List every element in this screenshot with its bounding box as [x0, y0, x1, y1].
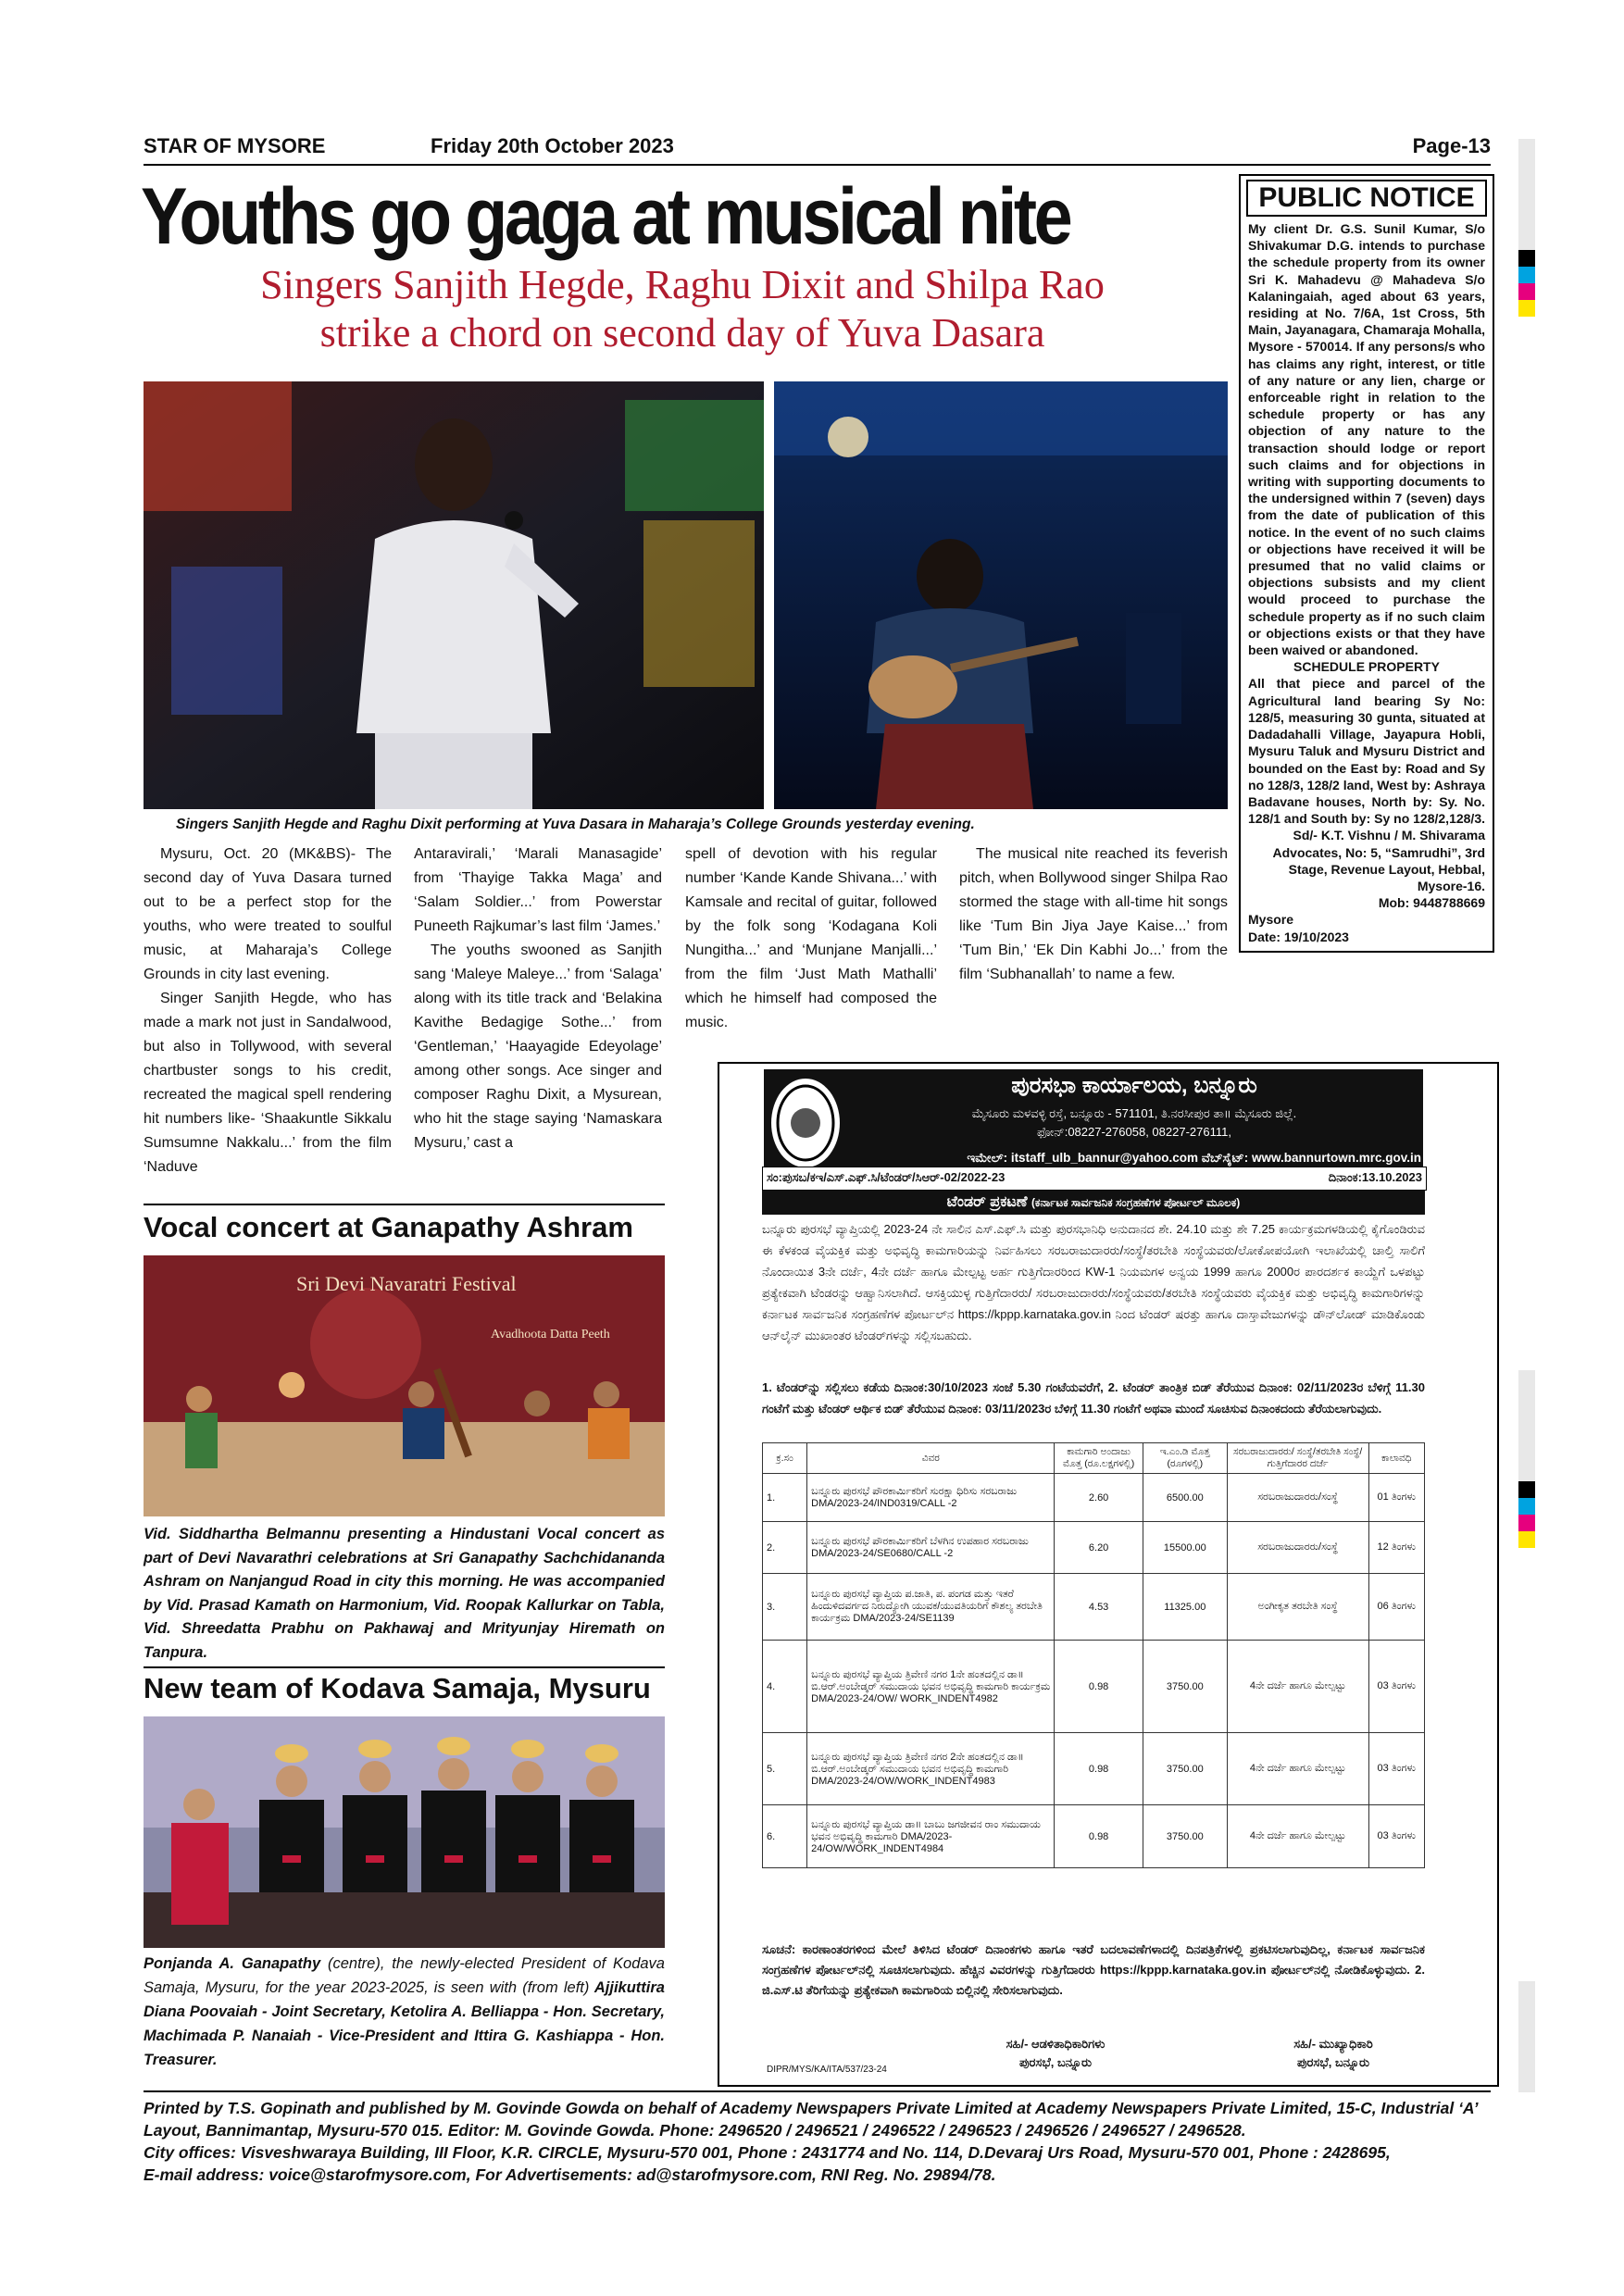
- sig2-line2: ಪುರಸಭೆ, ಬನ್ನೂರು: [1296, 2055, 1370, 2069]
- cell-period: 03 ತಿಂಗಳು: [1368, 1733, 1424, 1805]
- subhead-line-2: strike a chord on second day of Yuva Dasara: [319, 310, 1045, 356]
- cell-period: 03 ತಿಂಗಳು: [1368, 1805, 1424, 1868]
- registration-strip-bottom: [1518, 1981, 1535, 2092]
- col-header: ಕಾಮಗಾರಿ ಅಂದಾಜು ಮೊತ್ತ (ರೂ.ಲಕ್ಷಗಳಲ್ಲಿ): [1055, 1443, 1143, 1474]
- sig2-line1: ಸಹಿ/- ಮುಖ್ಯಾಧಿಕಾರಿ: [1293, 2037, 1373, 2051]
- imprint-footer: [144, 2097, 1491, 2186]
- story-paragraph: spell of devotion with his regular number ‘Kande Kande Shivana...’ with Kamsale and recital of guitar, followed by the folk song ‘Kodagana Koli Nungitha...’ and ‘Munjane Manjalli...’ from the film ‘Just Math Mathalli’ which he himself had composed the music.: [685, 846, 937, 1030]
- notice-mobile: Mob: 9448788669: [1378, 895, 1485, 911]
- cell-no: 5.: [763, 1733, 807, 1805]
- tender-ref-bar: [762, 1167, 1427, 1191]
- main-photo-caption: Singers Sanjith Hegde and Raghu Dixit performing at Yuva Dasara in Maharaja’s College Grounds yesterday evening.: [176, 817, 975, 832]
- tender-ref: ಸಂ:ಪುಸಬ/ಕಇ/ಎಸ್.ಎಫ್.ಸಿ/ಟೆಂಡರ್/ಸಿಆರ್-02/2022-23: [767, 1170, 1006, 1184]
- divider: [144, 1666, 665, 1668]
- photo-vocal-concert: [144, 1255, 665, 1516]
- cell-class: ಸರಬರಾಜುದಾರರು/ಸಂಸ್ಥೆ: [1227, 1474, 1368, 1522]
- cell-emd: 11325.00: [1143, 1574, 1227, 1641]
- festival-banner-text: Sri Devi Navaratri Festival: [296, 1272, 517, 1295]
- story-paragraph: Singer Sanjith Hegde, who has made a mark not just in Sandalwood, but also in Tollywood, with several chartbuster songs to his credit, recreated the magical spell rendering hit numbers like- ‘Shaakuntle Sikkalu Sumsumne Nakkalu...’ from the film ‘Naduve: [144, 991, 392, 1175]
- schedule-body: All that piece and parcel of the Agricultural land bearing Sy No: 128/5, measuring 30 gunta, situated at Dadadahalli Village, Jayapura Hobli, Mysuru Taluk and Mysuru District and bounded on the East by: Road and Sy no 128/3, 128/2 land, West by: Ashraya Badavane houses, North by: Sy. No. 128/1 and South by: Sy no 128/2,128/3.: [1248, 676, 1485, 827]
- subheadline: [141, 261, 1224, 357]
- cell-emd: 3750.00: [1143, 1733, 1227, 1805]
- tender-address: ಮೈಸೂರು ಮಳವಳ್ಳಿ ರಸ್ತೆ, ಬನ್ನೂರು - 571101, ತಿ.ನರಸೀಪುರ ತಾ॥ ಮೈಸೂರು ಜಿಲ್ಲೆ.: [971, 1106, 1297, 1120]
- notice-date: Date: 19/10/2023: [1248, 929, 1349, 944]
- cell-period: 12 ತಿಂಗಳು: [1368, 1522, 1424, 1574]
- dipr-number: DIPR/MYS/KA/ITA/537/23-24: [767, 2065, 887, 2075]
- vocal-concert-caption: Vid. Siddhartha Belmannu presenting a Hindustani Vocal concert as part of Devi Navarathri celebrations at Sri Ganapathy Sachchidananda Ashram on Nanjangud Road in city this morning. He was accompanied by Vid. Prasad Kamath on Harmonium, Vid. Roopak Kallurkar on Tabla, Vid. Shreedatta Prabhu on Pakhawaj and Mrityunjay Hiremath on Tanpura.: [144, 1526, 665, 1661]
- tender-note: ಸೂಚನೆ: ಕಾರಣಾಂತರಗಳಿಂದ ಮೇಲೆ ತಿಳಿಸಿದ ಟೆಂಡರ್ ದಿನಾಂಕಗಳು ಹಾಗೂ ಇತರೆ ಬದಲಾವಣೆಗಳಾದಲ್ಲಿ ದಿನಪತ್ರಿಕೆಗಳಲ್ಲಿ ಪ್ರಕಟಿಸಲಾಗುವುದಿಲ್ಲ, ಕರ್ನಾಟಕ ಸಾರ್ವಜನಿಕ ಸಂಗ್ರಹಣೆಗಳ ಪೋರ್ಟಲ್‌ನಲ್ಲಿ ಸೂಚಿಸಲಾಗುವುದು. ಹೆಚ್ಚಿನ ವಿವರಗಳನ್ನು ಗುತ್ತಿಗೆದಾರರು https://kppp.karnataka.gov.in ಪೋರ್ಟಲ್‌ನಲ್ಲಿ ನೋಡಿಕೊಳ್ಳುವುದು. 2. ಜಿ.ಎಸ್.ಟಿ ತೆರಿಗೆಯನ್ನು ಪ್ರತ್ಯೇಕವಾಗಿ ಕಾಮಗಾರಿಯ ಬಿಲ್ಲಿನಲ್ಲಿ ಸೇರಿಸಲಾಗುವುದು.: [762, 1942, 1425, 1997]
- story-paragraph: Antaravirali,’ ‘Marali Manasagide’ from ‘Thayige Takka Maga’ and ‘Salam Soldier...’ from Powerstar Puneeth Rajkumar’s last film ‘James.’: [414, 846, 662, 934]
- tender-office: ಪುರಸಭಾ ಕಾರ್ಯಾಲಯ, ಬನ್ನೂರು: [1011, 1073, 1257, 1098]
- tender-signature-2: [1241, 2035, 1426, 2072]
- masthead: STAR OF MYSORE: [144, 134, 326, 157]
- photo-sanjith-hegde: [144, 381, 764, 809]
- cell-no: 3.: [763, 1574, 807, 1641]
- cell-no: 4.: [763, 1641, 807, 1733]
- tender-signature-1: [963, 2035, 1148, 2072]
- table-row: [763, 1733, 1425, 1805]
- story-paragraph: The youths swooned as Sanjith sang ‘Maleye Maleye...’ from ‘Salaga’ along with its title track and ‘Belakina Kavithe Bedagige Sothe...’ from ‘Gentleman,’ ‘Haayagide Edeyolage’ among other songs. Ace singer and composer Raghu Dixit, a Mysurean, who hit the stage saying ‘Namaskara Mysuru,’ cast a: [414, 942, 662, 1151]
- kodava-caption-name: Ponjanda A. Ganapathy: [144, 1955, 321, 1972]
- tender-email: ಇಮೇಲ್: itstaff_ulb_bannur@yahoo.com ವೆಬ್‌ಸೈಟ್: www.bannurtown.mrc.gov.in: [967, 1151, 1421, 1165]
- table-row: [763, 1805, 1425, 1868]
- cell-class: 4ನೇ ದರ್ಜೆ ಹಾಗೂ ಮೇಲ್ಪಟ್ಟು: [1227, 1805, 1368, 1868]
- tender-phone: ಫೋನ್:08227-276058, 08227-276111,: [1037, 1125, 1231, 1139]
- imprint-line-1: Printed by T.S. Gopinath and published by M. Govinde Gowda on behalf of Academy Newspapers Private Limited at Academy Newspapers Private Limited, 15-C, Industrial ‘A’ Layout, Bannimantap, Mysuru-570 015. Editor: M. Govinde Gowda. Phone: 2496520 / 2496521 / 2496522 / 2496523 / 2496526 / 2496527 / 2496528.: [144, 2099, 1478, 2140]
- divider: [144, 1204, 665, 1205]
- kodava-caption-from: (from left): [522, 1979, 590, 1996]
- story-paragraph: The musical nite reached its feverish pitch, when Bollywood singer Shilpa Rao stormed the stage with all-time hit songs like ‘Tum Bin Jiya Jaye Kaise...’ from ‘Tum Bin,’ ‘Ek Din Kabhi Jo...’ from the film ‘Subhanallah’ to name a few.: [959, 846, 1228, 982]
- table-row: [763, 1641, 1425, 1733]
- story-column-3: [685, 842, 937, 1035]
- photo-kodava-samaja: [144, 1716, 665, 1948]
- cell-emd: 3750.00: [1143, 1805, 1227, 1868]
- cell-no: 2.: [763, 1522, 807, 1574]
- vocal-concert-heading: Vocal concert at Ganapathy Ashram: [144, 1211, 633, 1243]
- subhead-line-1: Singers Sanjith Hegde, Raghu Dixit and Shilpa Rao: [260, 262, 1105, 307]
- page-header: [144, 132, 1491, 166]
- cell-amount: 6.20: [1055, 1522, 1143, 1574]
- table-row: [763, 1574, 1425, 1641]
- tender-dates: 1. ಟೆಂಡರ್‌ನ್ನು ಸಲ್ಲಿಸಲು ಕಡೆಯ ದಿನಾಂಕ:30/10/2023 ಸಂಜೆ 5.30 ಗಂಟೆಯವರೆಗೆ, 2. ಟೆಂಡರ್ ತಾಂತ್ರಿಕ ಬಿಡ್ ತೆರೆಯುವ ದಿನಾಂಕ: 02/11/2023ರ ಬೆಳಿಗ್ಗೆ 11.30 ಗಂಟೆಗೆ ಮತ್ತು ಟೆಂಡರ್ ಆರ್ಥಿಕ ಬಿಡ್ ತೆರೆಯುವ ದಿನಾಂಕ: 03/11/2023ರ ಬೆಳಿಗ್ಗೆ 11.30 ಗಂಟೆಗೆ ಅಥವಾ ಮುಂದೆ ಸೂಚಿಸುವ ದಿನಾಂಕದಂದು ತೆರೆಯಲಾಗುವುದು.: [762, 1380, 1425, 1416]
- col-header: ಕ್ರ.ಸಂ: [763, 1443, 807, 1474]
- story-column-1: [144, 842, 392, 1179]
- notice-firm: Advocates, No: 5, “Samrudhi”, 3rd Stage, Revenue Layout, Hebbal, Mysore-16.: [1272, 844, 1485, 893]
- cell-desc: ಬನ್ನೂರು ಪುರಸಭೆ ವ್ಯಾಪ್ತಿಯ ತ್ರಿವೇಣಿ ನಗರ 1ನೇ ಹಂತದಲ್ಲಿನ ಡಾ॥ ಬಿ.ಆರ್.ಅಂಬೇಡ್ಕರ್ ಸಮುದಾಯ ಭವನ ಅಭಿವೃದ್ಧಿ ಕಾಮಗಾರಿ ಕಾರ್ಯಕ್ರಮ DMA/2023-24/OW/ WORK_INDENT4982: [807, 1641, 1055, 1733]
- cell-desc: ಬನ್ನೂರು ಪುರಸಭೆ ವ್ಯಾಪ್ತಿಯ ಡಾ॥ ಬಾಬು ಜಗಜೀವನ ರಾಂ ಸಮುದಾಯ ಭವನ ಅಭಿವೃದ್ಧಿ ಕಾಮಗಾರಿ DMA/2023-24/OW/WORK_INDENT4984: [807, 1805, 1055, 1868]
- col-header: ವಿವರ: [807, 1443, 1055, 1474]
- kodava-heading: New team of Kodava Samaja, Mysuru: [144, 1672, 651, 1704]
- photo-sanjith-hegde-image: [144, 381, 764, 809]
- tender-title-sub: (ಕರ್ನಾಟಕ ಸಾರ್ವಜನಿಕ ಸಂಗ್ರಹಣೆಗಳ ಪೋರ್ಟಲ್ ಮೂಲಕ): [1031, 1196, 1241, 1209]
- registration-strip-top: [1518, 139, 1535, 380]
- tender-title-bar: [762, 1191, 1425, 1215]
- cell-emd: 15500.00: [1143, 1522, 1227, 1574]
- tender-title: ಟೆಂಡರ್ ಪ್ರಕಟಣೆ: [946, 1194, 1028, 1210]
- cell-amount: 4.53: [1055, 1574, 1143, 1641]
- story-column-4: [959, 842, 1228, 987]
- kodava-caption: [144, 1952, 665, 2072]
- public-notice: [1239, 174, 1494, 953]
- cell-amount: 0.98: [1055, 1733, 1143, 1805]
- imprint-line-3: E-mail address: voice@starofmysore.com, For Advertisements: ad@starofmysore.com, RNI Reg. No. 29894/78.: [144, 2165, 996, 2184]
- photo-kodava-samaja-image: [144, 1716, 665, 1948]
- kodava-caption-text: (centre), the newly-elected President of Kodava Samaja, Mysuru, for the year 2023-2025, is seen with: [144, 1955, 665, 1996]
- col-header: ಕಾಲಾವಧಿ: [1368, 1443, 1424, 1474]
- sig1-line2: ಪುರಸಭೆ, ಬನ್ನೂರು: [1018, 2055, 1093, 2069]
- cell-amount: 0.98: [1055, 1641, 1143, 1733]
- cell-period: 06 ತಿಂಗಳು: [1368, 1574, 1424, 1641]
- story-column-2: [414, 842, 662, 1155]
- cell-no: 1.: [763, 1474, 807, 1522]
- story-paragraph: Mysuru, Oct. 20 (MK&BS)- The second day of Yuva Dasara turned out to be a perfect stop for the youths, who were treated to soulful music, at Maharaja’s College Grounds in city last evening.: [144, 846, 392, 982]
- cell-no: 6.: [763, 1805, 807, 1868]
- tender-intro: ಬನ್ನೂರು ಪುರಸಭೆ ವ್ಯಾಪ್ತಿಯಲ್ಲಿ 2023-24 ನೇ ಸಾಲಿನ ಎಸ್.ಎಫ್.ಸಿ ಮತ್ತು ಪುರಸಭಾನಿಧಿ ಅನುದಾನದ ಶೇ. 24.10 ಮತ್ತು ಶೇ 7.25 ಕಾರ್ಯಕ್ರಮಗಳಡಿಯಲ್ಲಿ ಕೈಗೊಂಡಿರುವ ಈ ಕೆಳಕಂಡ ವೈಯಕ್ತಿಕ ಮತ್ತು ಅಭಿವೃದ್ಧಿ ಕಾಮಗಾರಿಯನ್ನು ನಿರ್ವಹಿಸಲು ಸರಬರಾಜುದಾರರು/ಸಂಸ್ಥೆ/ತರಬೇತಿ ಸಂಸ್ಥೆಯವರು/ಲೋಕೋಪಯೋಗಿ ಇಲಾಖೆಯಲ್ಲಿ ಚಾಲ್ತಿ ಸಾಲಿಗೆ ನೊಂದಾಯಿತ 3ನೇ ದರ್ಜೆ, 4ನೇ ದರ್ಜೆ ಹಾಗೂ ಮೇಲ್ಪಟ್ಟ ಅರ್ಹ ಗುತ್ತಿಗೆದಾರರಿಂದ KW-1 ನಿಯಮಗಳ ಅನ್ವಯ 1999 ಹಾಗೂ 2000ರ ಪಾರದರ್ಶಕ ಕಾಯ್ದೆಗೆ ಒಳಪಟ್ಟು ಪ್ರತ್ಯೇಕವಾಗಿ ಟೆಂಡರನ್ನು ಆಹ್ವಾನಿಸಲಾಗಿದೆ. ಆಸಕ್ತಿಯುಳ್ಳ ಗುತ್ತಿಗೆದಾರರು/ ಸರಬರಾಜುದಾರರು/ಸಂಸ್ಥೆಯವರು/ತರಬೇತಿ ಸಂಸ್ಥೆಯವರು ವೈಯಕ್ತಿಕ ಮತ್ತು ಅಭಿವೃದ್ಧಿ ಕಾಮಗಾರಿಗಳನ್ನು ಕರ್ನಾಟಕ ಸಾರ್ವಜನಿಕ ಸಂಗ್ರಹಣೆಗಳ ಪೋರ್ಟಲ್‌ನ https://kppp.karnataka.gov.in ನಿಂದ ಟೆಂಡರ್ ಷರತ್ತು ಹಾಗೂ ದಾಸ್ತಾವೇಜುಗಳನ್ನು ಡೌನ್‌ಲೋಡ್ ಮಾಡಿಕೊಂಡು ಆನ್‌ಲೈನ್ ಮುಖಾಂತರ ಟೆಂಡರ್‌ಗಳನ್ನು ಸಲ್ಲಿಸಬಹುದು.: [762, 1222, 1425, 1342]
- cell-desc: ಬನ್ನೂರು ಪುರಸಭೆ ವ್ಯಾಪ್ತಿಯ ತ್ರಿವೇಣಿ ನಗರ 2ನೇ ಹಂತದಲ್ಲಿನ ಡಾ॥ ಬಿ.ಆರ್.ಅಂಬೇಡ್ಕರ್ ಸಮುದಾಯ ಭವನ ಅಭಿವೃದ್ಧಿ ಕಾಮಗಾರಿ DMA/2023-24/OW/WORK_INDENT4983: [807, 1733, 1055, 1805]
- cell-emd: 6500.00: [1143, 1474, 1227, 1522]
- col-header: ಸರಬರಾಜುದಾರರು/ ಸಂಸ್ಥೆ/ತರಬೇತಿ ಸಂಸ್ಥೆ/ಗುತ್ತಿಗೆದಾರರ ದರ್ಜೆ: [1227, 1443, 1368, 1474]
- imprint-line-2: City offices: Visveshwaraya Building, III Floor, K.R. CIRCLE, Mysuru-570 001, Phone : 2431774 and No. 114, D.Devaraj Urs Road, Mysuru-570 001, Phone : 2428695,: [144, 2143, 1391, 2162]
- cell-desc: ಬನ್ನೂರು ಪುರಸಭೆ ಪೌರಕಾರ್ಮಿಕರಿಗೆ ಸುರಕ್ಷಾ ಧಿರಿಸು ಸರಬರಾಜು DMA/2023-24/IND0319/CALL -2: [807, 1474, 1055, 1522]
- table-row: [763, 1522, 1425, 1574]
- photo-raghu-dixit: [774, 381, 1228, 809]
- cell-class: 4ನೇ ದರ್ಜೆ ಹಾಗೂ ಮೇಲ್ಪಟ್ಟು: [1227, 1641, 1368, 1733]
- cell-emd: 3750.00: [1143, 1641, 1227, 1733]
- table-row: [763, 1474, 1425, 1522]
- cell-desc: ಬನ್ನೂರು ಪುರಸಭೆ ವ್ಯಾಪ್ತಿಯ ಪ.ಜಾತಿ, ಪ. ಪಂಗಡ ಮತ್ತು ಇತರೆ ಹಿಂದುಳಿದವರ್ಗದ ನಿರುದ್ಯೋಗಿ ಯುವಕ/ಯುವತಿಯರಿಗೆ ಕೌಶಲ್ಯ ತರಬೇತಿ ಕಾರ್ಯಕ್ರಮ DMA/2023-24/SE1139: [807, 1574, 1055, 1641]
- cell-class: ಸರಬರಾಜುದಾರರು/ಸಂಸ್ಥೆ: [1227, 1522, 1368, 1574]
- tender-ref-date: ದಿನಾಂಕ:13.10.2023: [1328, 1170, 1422, 1184]
- kodava-caption-names: Ajjikuttira Diana Poovaiah - Joint Secretary, Ketolira A. Belliappa - Hon. Secretary, Machimada P. Nanaiah - Vice-President and Ittira G. Kashiappa - Hon. Treasurer.: [144, 1979, 665, 2068]
- public-notice-body: My client Dr. G.S. Sunil Kumar, S/o Shivakumar D.G. intends to purchase the schedule property from its owner Sri K. Mahadevu @ Mahadeva S/o Kalaningaiah, aged about 63 years, residing at No. 7/6A, 1st Cross, 5th Main, Jayanagara, Chamaraja Mohalla, Mysore - 570014. If any persons/s who has claims any right, interest, or title of any nature or any lien, charge or enforceable right in relation to the schedule property or has any objection of any nature to the transaction should lodge or report such claims and for objections in writing with supporting documents to the undersigned within 7 (seven) days from the date of publication of this notice. In the event of no such claims or objections have received it will be presumed that no valid claims or objections subsists and my client would proceed to purchase the schedule property as if no such claim or objections exists or that they have been waived or abandoned.: [1248, 221, 1485, 658]
- public-notice-title: PUBLIC NOTICE: [1246, 180, 1487, 217]
- col-header: ಇ.ಎಂ.ಡಿ ಮೊತ್ತ (ರೂಗಳಲ್ಲಿ): [1143, 1443, 1227, 1474]
- cell-period: 03 ತಿಂಗಳು: [1368, 1641, 1424, 1733]
- tender-table-wrap: [762, 1442, 1425, 1868]
- headline: Youths go gaga at musical nite: [141, 172, 1070, 261]
- tender-table-header: [763, 1443, 1425, 1474]
- cell-class: ಅಂಗೀಕೃತ ತರಬೇತಿ ಸಂಸ್ಥೆ: [1227, 1574, 1368, 1641]
- page-number: Page-13: [1412, 134, 1491, 157]
- cell-period: 01 ತಿಂಗಳು: [1368, 1474, 1424, 1522]
- photo-raghu-dixit-image: [774, 381, 1228, 809]
- issue-date: Friday 20th October 2023: [431, 134, 674, 157]
- emblem-icon: [771, 1079, 840, 1167]
- notice-place: Mysore: [1248, 912, 1294, 928]
- cell-amount: 2.60: [1055, 1474, 1143, 1522]
- registration-strip-middle: [1518, 1370, 1535, 1611]
- footer-divider: [144, 2090, 1491, 2092]
- cell-amount: 0.98: [1055, 1805, 1143, 1868]
- cell-desc: ಬನ್ನೂರು ಪುರಸಭೆ ಪೌರಕಾರ್ಮಿಕರಿಗೆ ಬೆಳಗಿನ ಉಪಹಾರ ಸರಬರಾಜು DMA/2023-24/SE0680/CALL -2: [807, 1522, 1055, 1574]
- sig1-line1: ಸಹಿ/- ಆಡಳಿತಾಧಿಕಾರಿಗಳು: [1006, 2037, 1106, 2051]
- notice-signatory: Sd/- K.T. Vishnu / M. Shivarama: [1293, 828, 1485, 843]
- tender-table: [762, 1442, 1425, 1868]
- cell-class: 4ನೇ ದರ್ಜೆ ಹಾಗೂ ಮೇಲ್ಪಟ್ಟು: [1227, 1733, 1368, 1805]
- schedule-heading: SCHEDULE PROPERTY: [1293, 659, 1440, 675]
- peeth-banner-text: Avadhoota Datta Peeth: [491, 1328, 610, 1341]
